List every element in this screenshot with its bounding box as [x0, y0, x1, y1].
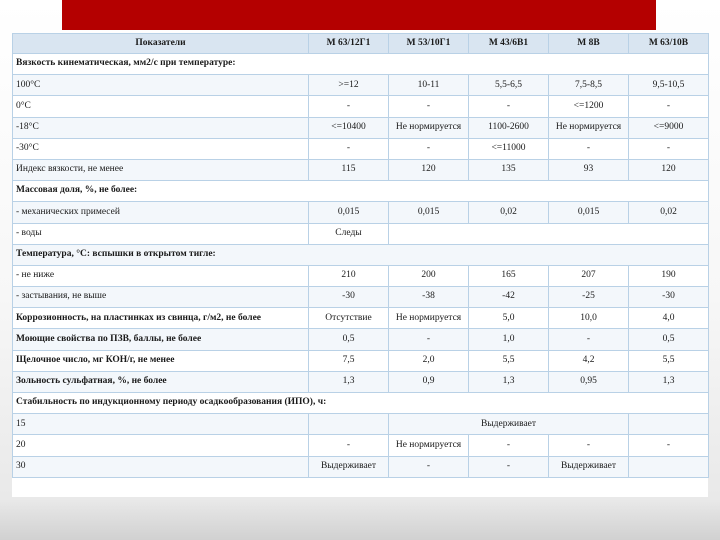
- header-param: Показатели: [13, 34, 309, 54]
- cell: -: [469, 456, 549, 477]
- row-label: Моющие свойства по ПЗВ, баллы, не более: [13, 329, 309, 350]
- cell: -: [309, 138, 389, 159]
- section-viscosity: [13, 54, 709, 75]
- cell: 1,0: [469, 329, 549, 350]
- table-row: [13, 308, 709, 329]
- cell: 4,0: [629, 308, 709, 329]
- header-m63-10v: М 63/10В: [629, 34, 709, 54]
- cell: -: [309, 435, 389, 456]
- table-row: [13, 138, 709, 159]
- cell: -: [549, 138, 629, 159]
- cell: 7,5: [309, 350, 389, 371]
- cell: -42: [469, 287, 549, 308]
- cell: 0,015: [389, 202, 469, 223]
- cell: Не нормируется: [389, 435, 469, 456]
- cell: Не нормируется: [389, 117, 469, 138]
- cell: -: [469, 435, 549, 456]
- cell: 0,9: [389, 371, 469, 392]
- table-row: [13, 223, 709, 244]
- cell: -: [549, 329, 629, 350]
- cell: -: [389, 138, 469, 159]
- cell: -30: [629, 287, 709, 308]
- header-m63-12g1: М 63/12Г1: [309, 34, 389, 54]
- cell: Не нормируется: [389, 308, 469, 329]
- row-label: Коррозионность, на пластинках из свинца, г/м2, не более: [13, 308, 309, 329]
- cell: -: [629, 138, 709, 159]
- table-row: [13, 96, 709, 117]
- cell: -: [389, 456, 469, 477]
- cell: -: [629, 435, 709, 456]
- cell: 10-11: [389, 75, 469, 96]
- cell: 190: [629, 265, 709, 286]
- cell: -: [629, 96, 709, 117]
- cell-empty: [629, 456, 709, 477]
- cell: 10,0: [549, 308, 629, 329]
- row-label: - не ниже: [13, 265, 309, 286]
- cell: 165: [469, 265, 549, 286]
- cell: 1,3: [309, 371, 389, 392]
- row-label: 15: [13, 414, 309, 435]
- cell: <=1200: [549, 96, 629, 117]
- title-bar: [62, 0, 656, 30]
- cell: -30: [309, 287, 389, 308]
- cell: >=12: [309, 75, 389, 96]
- table-row: [13, 202, 709, 223]
- cell: 0,95: [549, 371, 629, 392]
- row-label: - механических примесей: [13, 202, 309, 223]
- cell: 5,5: [469, 350, 549, 371]
- cell-empty: [389, 223, 709, 244]
- cell: 0,5: [629, 329, 709, 350]
- cell: 5,5: [629, 350, 709, 371]
- cell: 1,3: [469, 371, 549, 392]
- cell: 0,02: [469, 202, 549, 223]
- table-row: [13, 456, 709, 477]
- cell: 2,0: [389, 350, 469, 371]
- cell: -: [389, 96, 469, 117]
- header-row: [13, 34, 709, 54]
- row-label: Щелочное число, мг КОН/г, не менее: [13, 350, 309, 371]
- cell: 1,3: [629, 371, 709, 392]
- row-label: - воды: [13, 223, 309, 244]
- cell: 0,5: [309, 329, 389, 350]
- cell: 0,015: [549, 202, 629, 223]
- row-label: -18°С: [13, 117, 309, 138]
- header-m8v: М 8В: [549, 34, 629, 54]
- cell: Выдерживает: [549, 456, 629, 477]
- row-label: 30: [13, 456, 309, 477]
- section-mass-fraction: [13, 181, 709, 202]
- section-title: Вязкость кинематическая, мм2/с при температуре:: [13, 54, 709, 75]
- section-stability: [13, 393, 709, 414]
- cell: 135: [469, 159, 549, 180]
- row-label: Зольность сульфатная, %, не более: [13, 371, 309, 392]
- table-row: [13, 435, 709, 456]
- row-label: 100°С: [13, 75, 309, 96]
- cell: -: [389, 329, 469, 350]
- cell: Отсутствие: [309, 308, 389, 329]
- cell: Не нормируется: [549, 117, 629, 138]
- cell: 0,015: [309, 202, 389, 223]
- header-m53-10g1: М 53/10Г1: [389, 34, 469, 54]
- row-label: 20: [13, 435, 309, 456]
- cell: <=10400: [309, 117, 389, 138]
- cell: 1100-2600: [469, 117, 549, 138]
- cell: -: [309, 96, 389, 117]
- table-row: [13, 414, 709, 435]
- section-temperature: [13, 244, 709, 265]
- row-label: 0°С: [13, 96, 309, 117]
- row-label: -30°С: [13, 138, 309, 159]
- section-title: Стабильность по индукционному периоду осадкообразования (ИПО), ч:: [13, 393, 709, 414]
- cell-empty: [309, 414, 389, 435]
- section-title: Массовая доля, %, не более:: [13, 181, 709, 202]
- cell-empty: [629, 414, 709, 435]
- table-row: [13, 350, 709, 371]
- cell: Выдерживает: [309, 456, 389, 477]
- cell: -25: [549, 287, 629, 308]
- table-row: [13, 75, 709, 96]
- cell: 5,0: [469, 308, 549, 329]
- table-row: [13, 329, 709, 350]
- cell: Следы: [309, 223, 389, 244]
- oil-specs-table: [12, 33, 709, 478]
- cell: Выдерживает: [389, 414, 629, 435]
- cell: 5,5-6,5: [469, 75, 549, 96]
- cell: -: [549, 435, 629, 456]
- cell: 4,2: [549, 350, 629, 371]
- cell: 207: [549, 265, 629, 286]
- cell: 200: [389, 265, 469, 286]
- cell: 115: [309, 159, 389, 180]
- cell: 120: [629, 159, 709, 180]
- cell: 0,02: [629, 202, 709, 223]
- table-row: [13, 117, 709, 138]
- cell: 9,5-10,5: [629, 75, 709, 96]
- row-label: - застывания, не выше: [13, 287, 309, 308]
- table-row: [13, 265, 709, 286]
- table-row: [13, 287, 709, 308]
- cell: -: [469, 96, 549, 117]
- cell: 120: [389, 159, 469, 180]
- table-row: [13, 159, 709, 180]
- cell: 210: [309, 265, 389, 286]
- row-label: Индекс вязкости, не менее: [13, 159, 309, 180]
- header-m43-6v1: М 43/6В1: [469, 34, 549, 54]
- page-shadow: [0, 500, 720, 540]
- section-title: Температура, °С: вспышки в открытом тигле:: [13, 244, 709, 265]
- cell: 7,5-8,5: [549, 75, 629, 96]
- specs-table-container: [12, 33, 708, 497]
- cell: 93: [549, 159, 629, 180]
- cell: <=9000: [629, 117, 709, 138]
- table-row: [13, 371, 709, 392]
- cell: -38: [389, 287, 469, 308]
- cell: <=11000: [469, 138, 549, 159]
